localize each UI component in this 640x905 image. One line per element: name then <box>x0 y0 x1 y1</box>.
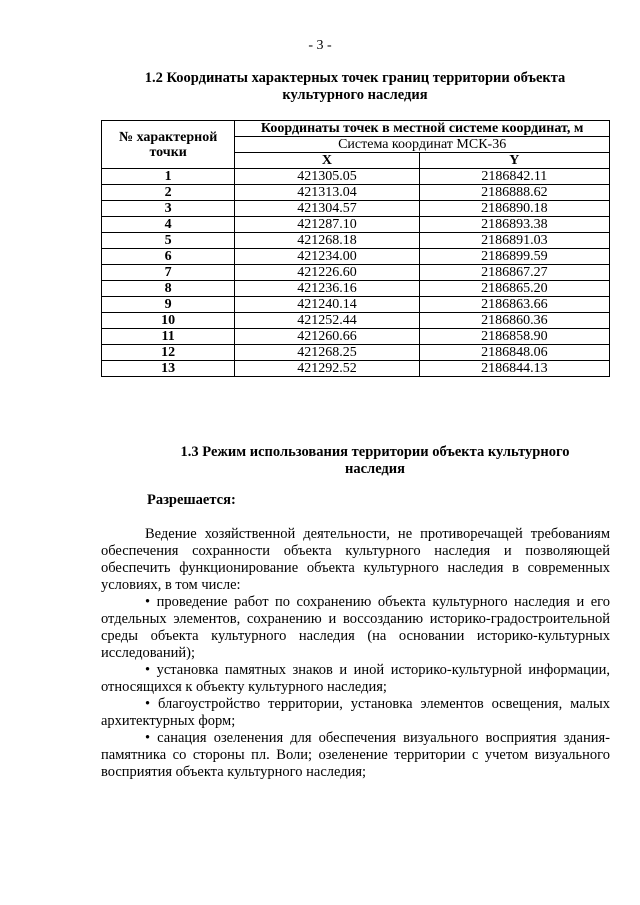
x-coordinate-cell: 421234.00 <box>235 249 419 265</box>
x-coordinate-cell: 421236.16 <box>235 281 419 297</box>
y-coordinate-cell: 2186865.20 <box>419 281 609 297</box>
coordinates-header: Координаты точек в местной системе координат, м <box>235 121 610 137</box>
x-coordinate-cell: 421268.25 <box>235 345 419 361</box>
table-row <box>102 249 610 265</box>
x-coordinate-cell: 421287.10 <box>235 217 419 233</box>
section-heading-1-2 <box>100 70 610 104</box>
point-number-cell: 3 <box>102 201 235 217</box>
point-number-cell: 4 <box>102 217 235 233</box>
regime-text <box>101 526 610 781</box>
coordinates-table <box>101 120 610 377</box>
x-coordinate-cell: 421226.60 <box>235 265 419 281</box>
list-item: • проведение работ по сохранению объекта культурного наследия и его отдельных элементов, сохранению и воссозданию историко-градостроительной среды объекта культурного наследия (на основании историко-культурных исследований); <box>101 594 610 661</box>
y-coordinate-cell: 2186888.62 <box>419 185 609 201</box>
table-row <box>102 201 610 217</box>
table-row <box>102 297 610 313</box>
table-row <box>102 265 610 281</box>
allowed-label: Разрешается: <box>147 492 236 508</box>
section-heading-1-3-line2: наследия <box>345 461 405 477</box>
x-coordinate-cell: 421260.66 <box>235 329 419 345</box>
y-coordinate-cell: 2186842.11 <box>419 169 609 185</box>
coordinate-system-label: Система координат МСК-36 <box>235 137 610 153</box>
y-coordinate-cell: 2186899.59 <box>419 249 609 265</box>
table-row <box>102 217 610 233</box>
x-coordinate-cell: 421304.57 <box>235 201 419 217</box>
x-coordinate-cell: 421240.14 <box>235 297 419 313</box>
section-heading-1-2-line2: культурного наследия <box>282 87 428 103</box>
y-coordinate-cell: 2186867.27 <box>419 265 609 281</box>
list-item: • санация озеленения для обеспечения визуального восприятия здания-памятника со стороны пл. Воли; озеленение территории с учетом визуального восприятия объекта культурного наследия; <box>101 730 610 780</box>
table-row <box>102 185 610 201</box>
x-column-header: X <box>235 153 419 169</box>
x-coordinate-cell: 421305.05 <box>235 169 419 185</box>
x-coordinate-cell: 421252.44 <box>235 313 419 329</box>
point-number-cell: 5 <box>102 233 235 249</box>
point-number-cell: 13 <box>102 361 235 377</box>
table-row <box>102 169 610 185</box>
point-number-header: № характерной точки <box>102 121 235 169</box>
y-coordinate-cell: 2186891.03 <box>419 233 609 249</box>
x-coordinate-cell: 421292.52 <box>235 361 419 377</box>
y-coordinate-cell: 2186860.36 <box>419 313 609 329</box>
point-number-cell: 11 <box>102 329 235 345</box>
paragraph-intro: Ведение хозяйственной деятельности, не противоречащей требованиям обеспечения сохранности объекта культурного наследия и позволяющей обеспечить функционирование объекта культурного наследия в современных условиях, в том числе: <box>101 526 610 593</box>
list-item: • установка памятных знаков и иной историко-культурной информации, относящихся к объекту культурного наследия; <box>101 662 610 695</box>
table-row <box>102 233 610 249</box>
table-row <box>102 281 610 297</box>
y-coordinate-cell: 2186848.06 <box>419 345 609 361</box>
section-heading-1-3-line1: 1.3 Режим использования территории объекта культурного <box>180 444 570 460</box>
table-row <box>102 313 610 329</box>
section-heading-1-3 <box>140 444 610 478</box>
y-coordinate-cell: 2186893.38 <box>419 217 609 233</box>
point-number-cell: 7 <box>102 265 235 281</box>
table-row <box>102 361 610 377</box>
section-heading-1-2-line1: 1.2 Координаты характерных точек границ территории объекта <box>144 70 566 86</box>
point-number-cell: 12 <box>102 345 235 361</box>
y-coordinate-cell: 2186858.90 <box>419 329 609 345</box>
x-coordinate-cell: 421313.04 <box>235 185 419 201</box>
point-number-cell: 6 <box>102 249 235 265</box>
point-number-cell: 9 <box>102 297 235 313</box>
point-number-cell: 2 <box>102 185 235 201</box>
point-number-cell: 1 <box>102 169 235 185</box>
table-row <box>102 345 610 361</box>
page-number: - 3 - <box>308 38 332 53</box>
y-coordinate-cell: 2186890.18 <box>419 201 609 217</box>
y-column-header: Y <box>419 153 609 169</box>
list-item: • благоустройство территории, установка элементов освещения, малых архитектурных форм; <box>101 696 610 729</box>
point-number-cell: 10 <box>102 313 235 329</box>
point-number-cell: 8 <box>102 281 235 297</box>
x-coordinate-cell: 421268.18 <box>235 233 419 249</box>
y-coordinate-cell: 2186863.66 <box>419 297 609 313</box>
y-coordinate-cell: 2186844.13 <box>419 361 609 377</box>
table-row <box>102 329 610 345</box>
